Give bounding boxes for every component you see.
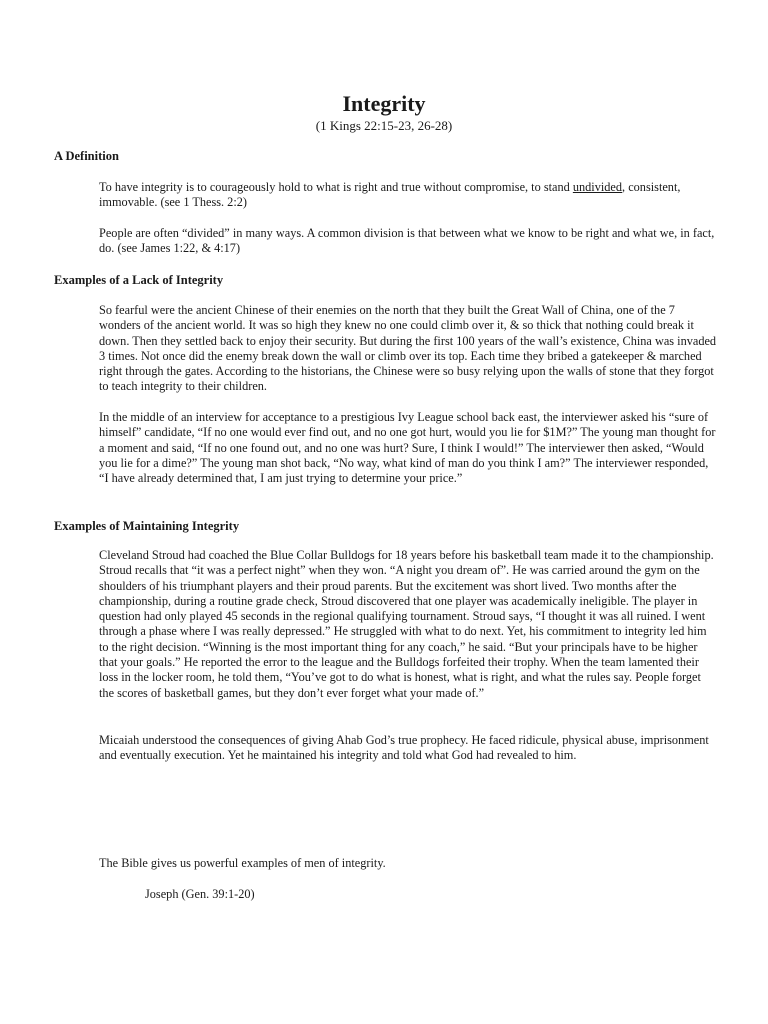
section-heading-maintaining-integrity: Examples of Maintaining Integrity — [54, 519, 240, 533]
definition-paragraph — [99, 180, 717, 211]
text-segment: , consistent, immovable. (see 1 Thess. 2:2) — [99, 180, 681, 210]
great-wall-paragraph: So fearful were the ancient Chinese of their enemies on the north that they built the Great Wall of China, one of the 7 wonders of the ancient world. It was so high they knew no one could climb over it, & so thick that nothing could break it down. Then they settled back to enjoy their security. But during the first 100 years of the wall’s existence, China was invaded 3 times. Not once did the enemy break down the wall or climb over its top. Each time they bribed a gatekeeper & marched right through the gates. According to the historians, the Chinese were so busy relying upon the walls of stone that they forgot to teach integrity to their children. — [99, 303, 717, 394]
text-segment: To have integrity is to courageously hold to what is right and true without compromise, to stand — [99, 180, 573, 194]
stroud-paragraph: Cleveland Stroud had coached the Blue Collar Bulldogs for 18 years before his basketball team made it to the championship. Stroud recalls that “it was a perfect night” when they won. “A night you dream of”. He was carried around the gym on the shoulders of his triumphant players and their proud parents. But the excitement was short lived. Two months after the championship, during a routine grade check, Stroud discovered that one player was academically ineligible. The player in question had only played 45 seconds in the regional qualifying tournament. Stroud says, “I thought it was all ruined. I went through a phase where I was really depressed.” He struggled with what to do next. Yet, his commitment to integrity led him to the right decision. “Winning is the most important thing for any coach,” he said. “But your principals have to be higher that your goals.” He reported the error to the league and the Bulldogs forfeited their trophy. When the team lamented their loss in the locker room, he told them, “You’ve got to do what is honest, what is right, and what the rules say. People forget the scores of basketball games, but they don’t ever forget what your made of.” — [99, 548, 714, 700]
micaiah-paragraph: Micaiah understood the consequences of giving Ahab God’s true prophecy. He faced ridicule, physical abuse, imprisonment and eventually execution. Yet he maintained his integrity and told what God had revealed to him. — [99, 733, 709, 763]
ivy-league-paragraph: In the middle of an interview for acceptance to a prestigious Ivy League school back east, the interviewer asked his “sure of himself” candidate, “If no one would ever find out, and no one got hurt, would you lie for $1M?” The young man thought for a moment and said, “If no one found out, and no one was hurt? Sure, I think I would!” The interviewer then asked, “Would you lie for a dime?” The young man shot back, “No way, what kind of man do you think I am?” The interviewer responded, “I have already determined that, I am just trying to determine your price.” — [99, 410, 716, 486]
scripture-reference: (1 Kings 22:15-23, 26-28) — [315, 118, 453, 133]
closing-intro: The Bible gives us powerful examples of men of integrity. — [99, 856, 386, 870]
section-heading-definition: A Definition — [54, 149, 119, 163]
division-paragraph: People are often “divided” in many ways. A common division is that between what we know to be right and what we, in fact, do. (see James 1:22, & 4:17) — [99, 226, 715, 256]
underlined-word: undivided — [572, 180, 623, 194]
section-heading-lack-of-integrity: Examples of a Lack of Integrity — [54, 273, 224, 287]
page-title: Integrity — [342, 91, 426, 116]
example-list-item: Joseph (Gen. 39:1-20) — [145, 887, 255, 901]
